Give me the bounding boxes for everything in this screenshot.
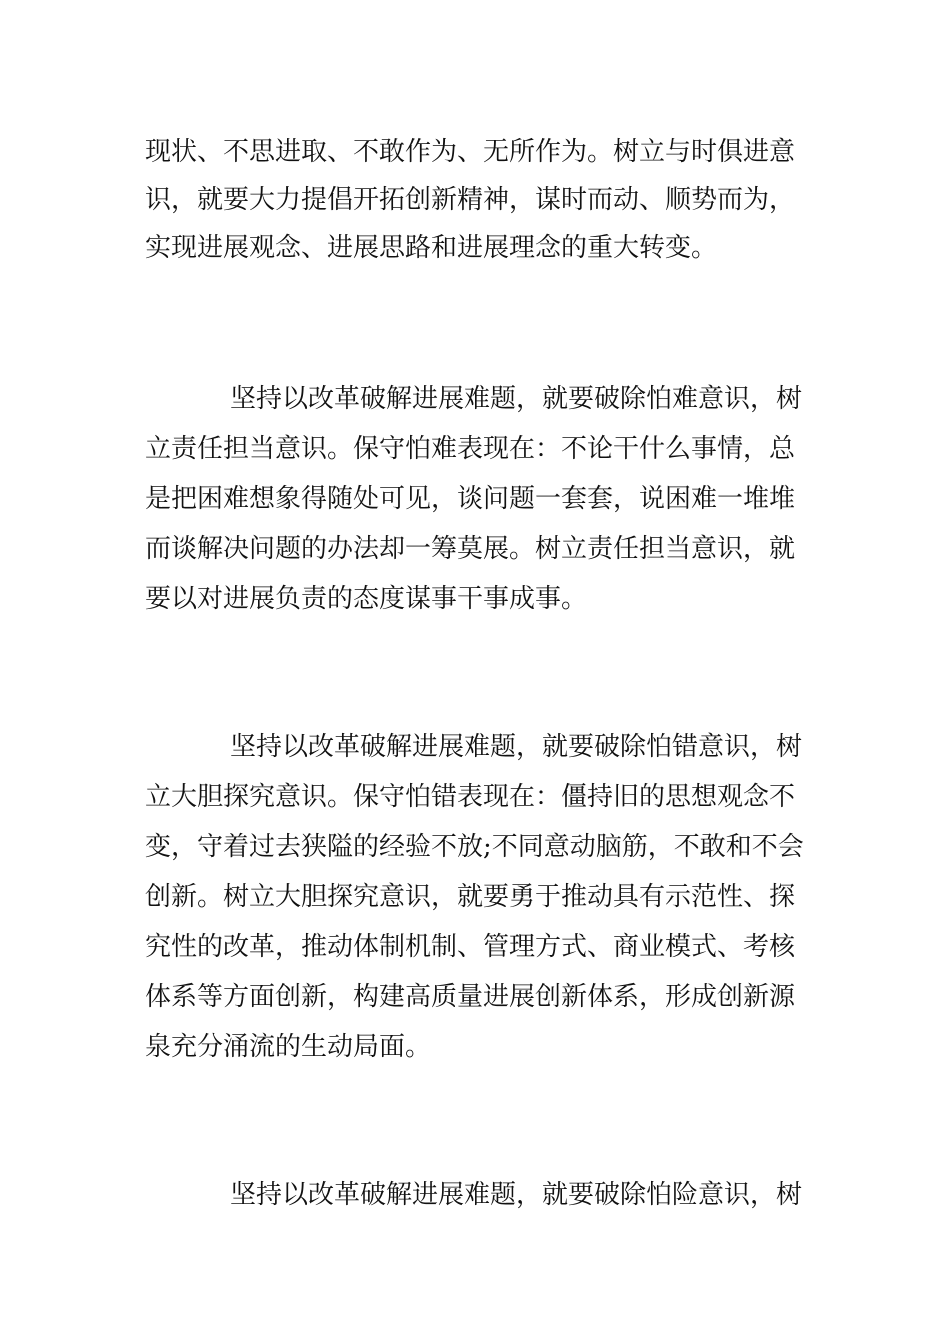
text-line: 现状、不思进取、不敢作为、无所作为。树立与时俱进意 bbox=[145, 137, 796, 167]
text-line: 立大胆探究意识。保守怕错表现在：僵持旧的思想观念不 bbox=[145, 782, 796, 812]
text-line: 体系等方面创新，构建高质量进展创新体系，形成创新源 bbox=[145, 982, 796, 1012]
text-line: 坚持以改革破解进展难题，就要破除怕险意识，树 bbox=[230, 1180, 803, 1210]
text-line: 创新。树立大胆探究意识，就要勇于推动具有示范性、探 bbox=[145, 882, 796, 912]
text-line: 是把困难想象得随处可见，谈问题一套套，说困难一堆堆 bbox=[145, 484, 796, 514]
text-line: 识，就要大力提倡开拓创新精神，谋时而动、顺势而为， bbox=[145, 185, 796, 215]
text-line: 实现进展观念、进展思路和进展理念的重大转变。 bbox=[145, 233, 718, 263]
text-line: 泉充分涌流的生动局面。 bbox=[145, 1032, 432, 1062]
text-line: 要以对进展负责的态度谋事干事成事。 bbox=[145, 584, 588, 614]
text-line: 究性的改革，推动体制机制、管理方式、商业模式、考核 bbox=[145, 932, 796, 962]
text-line: 而谈解决问题的办法却一筹莫展。树立责任担当意识，就 bbox=[145, 534, 796, 564]
text-line: 坚持以改革破解进展难题，就要破除怕错意识，树 bbox=[230, 732, 803, 762]
text-line: 变，守着过去狭隘的经验不放;不同意动脑筋，不敢和不会 bbox=[145, 832, 804, 862]
text-line: 坚持以改革破解进展难题，就要破除怕难意识，树 bbox=[230, 384, 803, 414]
text-line: 立责任担当意识。保守怕难表现在：不论干什么事情，总 bbox=[145, 434, 796, 464]
